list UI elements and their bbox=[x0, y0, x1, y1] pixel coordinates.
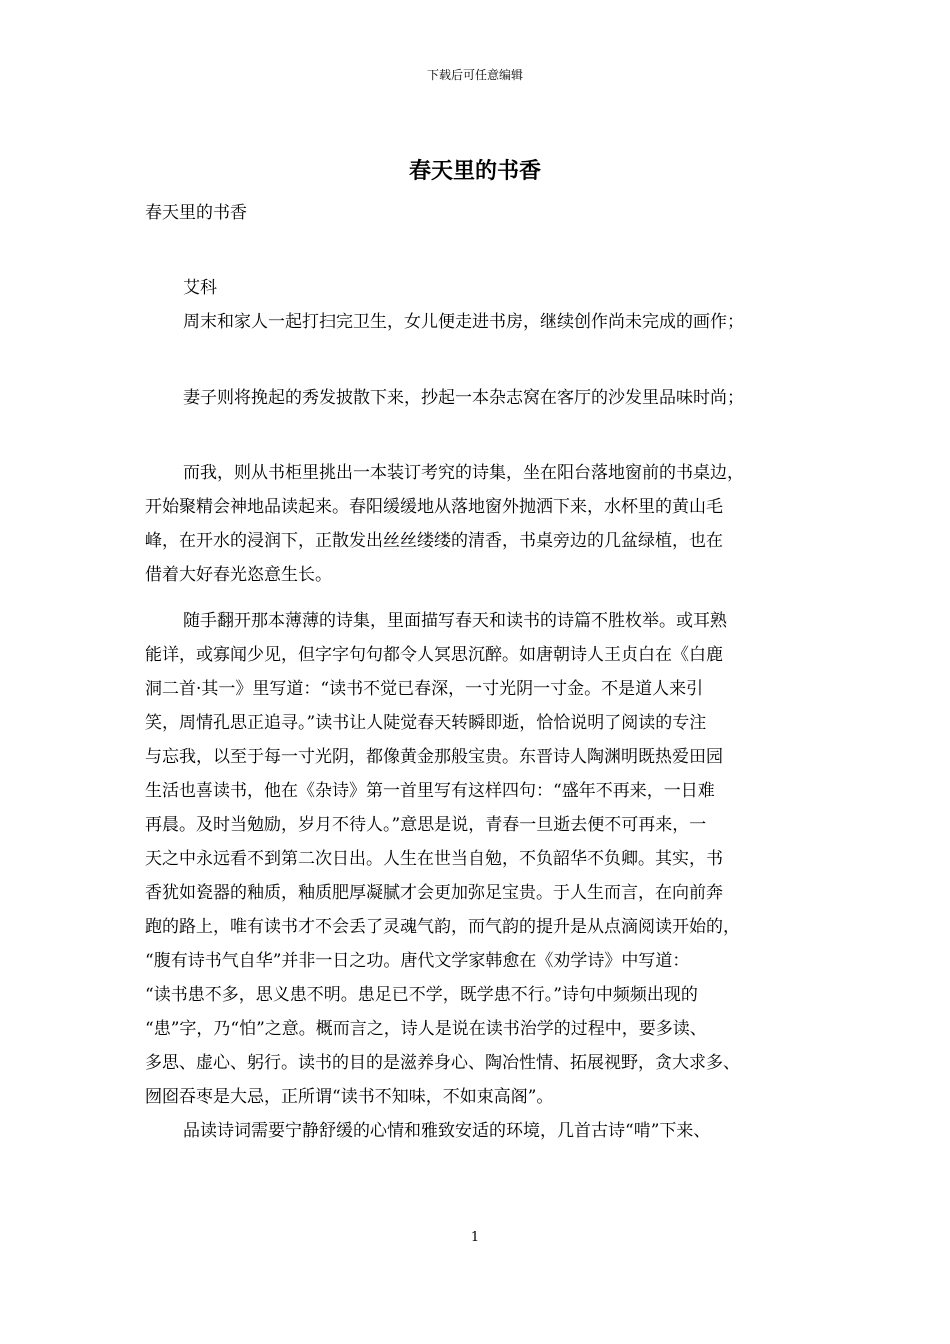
paragraph-line: 峰，在开水的浸润下，正散发出丝丝缕缕的清香，书桌旁边的几盆绿植，也在 bbox=[145, 531, 723, 551]
paragraph-line: 与忘我，以至于每一寸光阴，都像黄金那般宝贵。东晋诗人陶渊明既热爱田园 bbox=[145, 747, 723, 767]
paragraph-1: 周末和家人一起打扫完卫生，女儿便走进书房，继续创作尚未完成的画作； bbox=[183, 312, 744, 332]
page-title: 春天里的书香 bbox=[408, 158, 541, 184]
paragraph-line: 借着大好春光恣意生长。 bbox=[145, 565, 332, 585]
paragraph-line: 囫囵吞枣是大忌，正所谓“读书不知味，不如束高阁”。 bbox=[145, 1087, 554, 1107]
author-name: 艾科 bbox=[183, 278, 217, 298]
author-block bbox=[145, 271, 810, 339]
subtitle-block bbox=[145, 196, 810, 230]
paragraph-line: 随手翻开那本薄薄的诗集，里面描写春天和读书的诗篇不胜枚举。或耳熟 bbox=[183, 611, 727, 631]
paragraph-line: “腹有诗书气自华”并非一日之功。唐代文学家韩愈在《劝学诗》中写道： bbox=[145, 951, 690, 971]
paragraph-line: 笑，周情孔思正追寻。”读书让人陡觉春天转瞬即逝，恰恰说明了阅读的专注 bbox=[145, 713, 707, 733]
paragraph-line: 多思、虚心、躬行。读书的目的是滋养身心、陶冶性情、拓展视野，贪大求多、 bbox=[145, 1053, 740, 1073]
paragraph-line: “患”字，乃“怕”之意。概而言之，诗人是说在读书治学的过程中，要多读、 bbox=[145, 1019, 707, 1039]
page-number: 1 bbox=[470, 1230, 480, 1245]
paragraph-line: “读书患不多，思义患不明。患足已不学，既学患不行。”诗句中频频出现的 bbox=[145, 985, 698, 1005]
subtitle: 春天里的书香 bbox=[145, 203, 247, 223]
paragraph-line: 跑的路上，唯有读书才不会丢了灵魂气韵，而气韵的提升是从点滴阅读开始的， bbox=[145, 917, 740, 937]
paragraph-line: 洞二首·其一》里写道：“读书不觉已春深，一寸光阴一寸金。不是道人来引 bbox=[145, 679, 704, 699]
paragraph-2-block bbox=[145, 381, 810, 415]
paragraph-2: 妻子则将挽起的秀发披散下来，抄起一本杂志窝在客厅的沙发里品味时尚； bbox=[183, 388, 744, 408]
paragraph-line: 香犹如瓷器的釉质，釉质肥厚凝腻才会更加弥足宝贵。于人生而言，在向前奔 bbox=[145, 883, 723, 903]
paragraph-line: 开始聚精会神地品读起来。春阳缓缓地从落地窗外抛洒下来，水杯里的黄山毛 bbox=[145, 497, 723, 517]
paragraph-line: 能详，或寡闻少见，但字字句句都令人冥思沉醉。如唐朝诗人王贞白在《白鹿 bbox=[145, 645, 723, 665]
paragraph-line: 天之中永远看不到第二次日出。人生在世当自勉，不负韶华不负卿。其实，书 bbox=[145, 849, 723, 869]
paragraph-3 bbox=[145, 456, 810, 592]
paragraph-5-first-line: 品读诗词需要宁静舒缓的心情和雅致安适的环境，几首古诗“啃”下来、 bbox=[183, 1121, 711, 1141]
header-note: 下载后可任意编辑 bbox=[426, 68, 523, 82]
paragraph-line: 生活也喜读书，他在《杂诗》第一首里写有这样四句：“盛年不再来，一日难 bbox=[145, 781, 715, 801]
paragraph-4 bbox=[145, 604, 810, 1148]
paragraph-line: 而我，则从书柜里挑出一本装订考究的诗集，坐在阳台落地窗前的书桌边， bbox=[183, 463, 744, 483]
paragraph-line: 再晨。及时当勉励，岁月不待人。”意思是说，青春一旦逝去便不可再来，一 bbox=[145, 815, 707, 835]
